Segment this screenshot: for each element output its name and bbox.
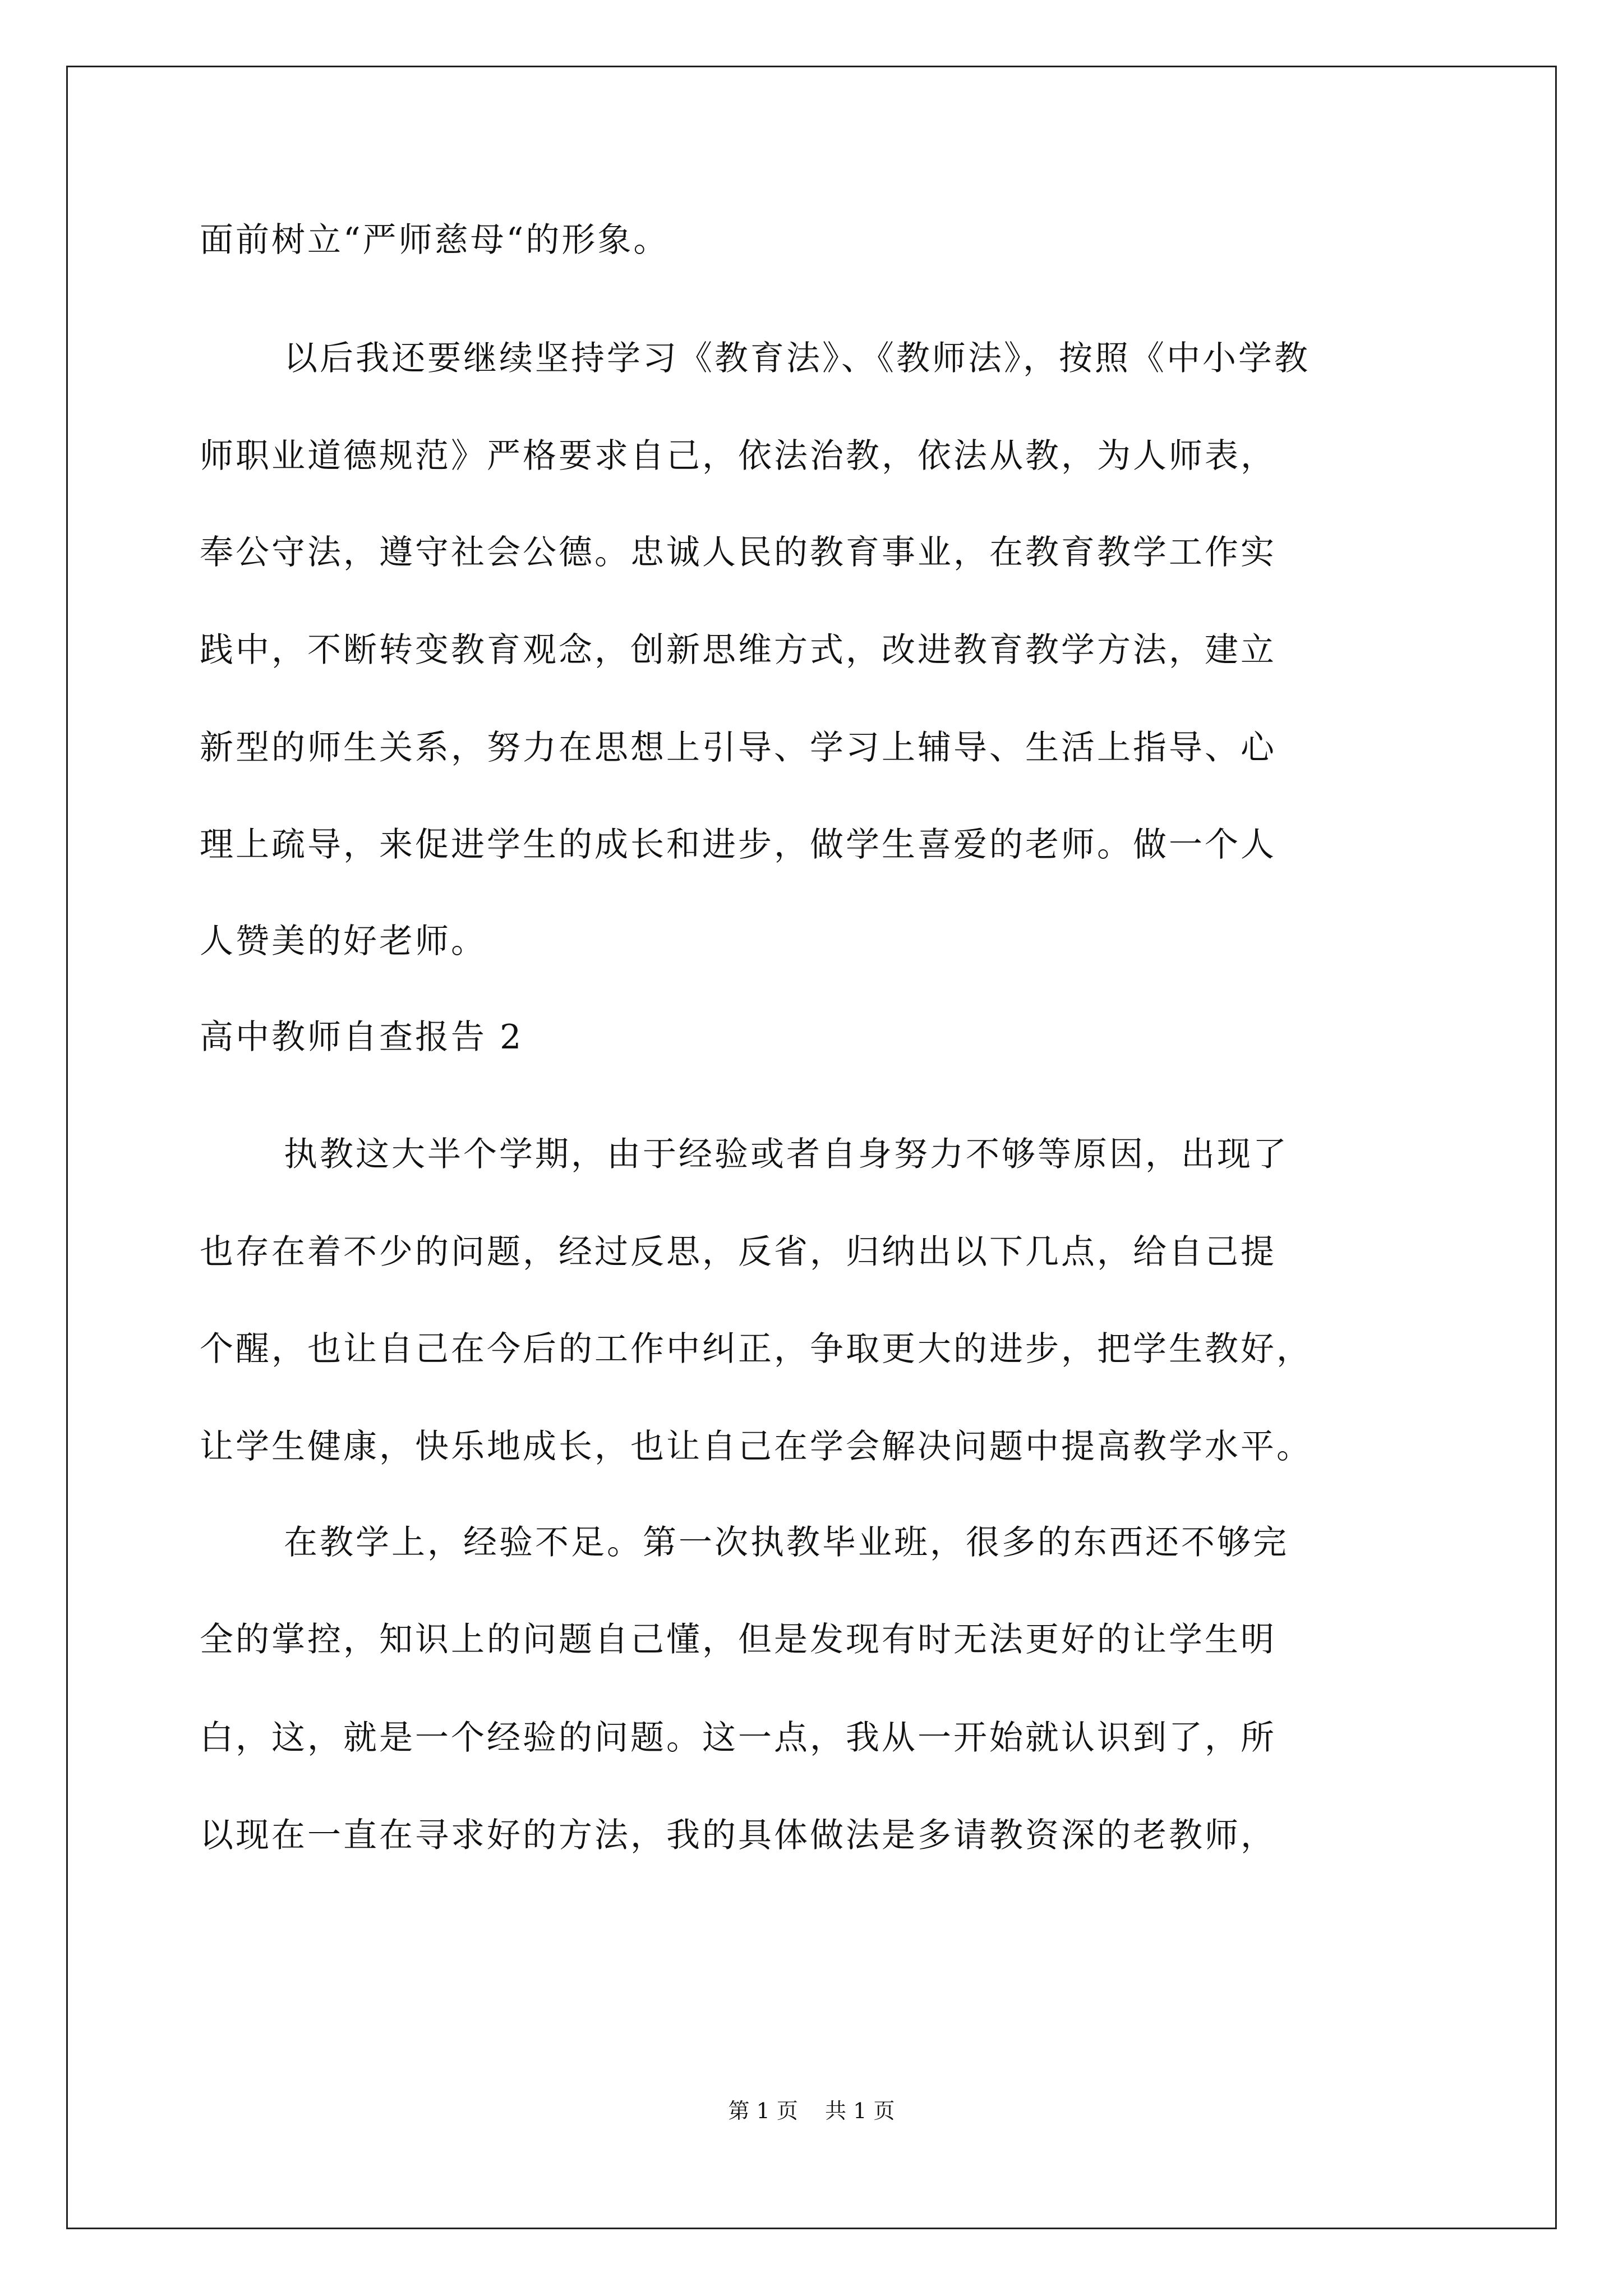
body-text-line: 全的掌控，知识上的问题自己懂，但是发现有时无法更好的让学生明: [200, 1620, 1276, 1659]
body-text-line: 新型的师生关系，努力在思想上引导、学习上辅导、生活上指导、心: [200, 728, 1276, 767]
body-text-line: 奉公守法，遵守社会公德。忠诚人民的教育事业，在教育教学工作实: [200, 533, 1276, 572]
page-number-footer: 第 1 页 共 1 页: [728, 2099, 895, 2123]
body-text-line: 理上疏导，来促进学生的成长和进步，做学生喜爱的老师。做一个人: [200, 825, 1276, 864]
body-text-line: 以现在一直在寻求好的方法，我的具体做法是多请教资深的老教师，: [200, 1816, 1276, 1855]
body-text-line: 践中，不断转变教育观念，创新思维方式，改进教育教学方法，建立: [200, 631, 1276, 670]
body-text-line: 以后我还要继续坚持学习《教育法》、《教师法》，按照《中小学教: [284, 339, 1310, 378]
body-text-line: 让学生健康，快乐地成长，也让自己在学会解决问题中提高教学水平。: [200, 1427, 1312, 1466]
body-text-line: 也存在着不少的问题，经过反思，反省，归纳出以下几点，给自己提: [200, 1232, 1276, 1272]
body-text-line: 在教学上，经验不足。第一次执教毕业班，很多的东西还不够完: [284, 1523, 1289, 1562]
body-text-line: 个醒，也让自己在今后的工作中纠正，争取更大的进步，把学生教好，: [200, 1329, 1312, 1369]
body-text-line: 面前树立“严师慈母“的形象。: [200, 220, 670, 260]
section-heading: 高中教师自查报告 2: [200, 1018, 524, 1057]
body-text-line: 白，这，就是一个经验的问题。这一点，我从一开始就认识到了，所: [200, 1718, 1276, 1757]
body-text-line: 人赞美的好老师。: [200, 922, 487, 961]
body-text-line: 师职业道德规范》严格要求自己，依法治教，依法从教，为人师表，: [200, 436, 1276, 476]
body-text-line: 执教这大半个学期，由于经验或者自身努力不够等原因，出现了: [284, 1135, 1289, 1174]
